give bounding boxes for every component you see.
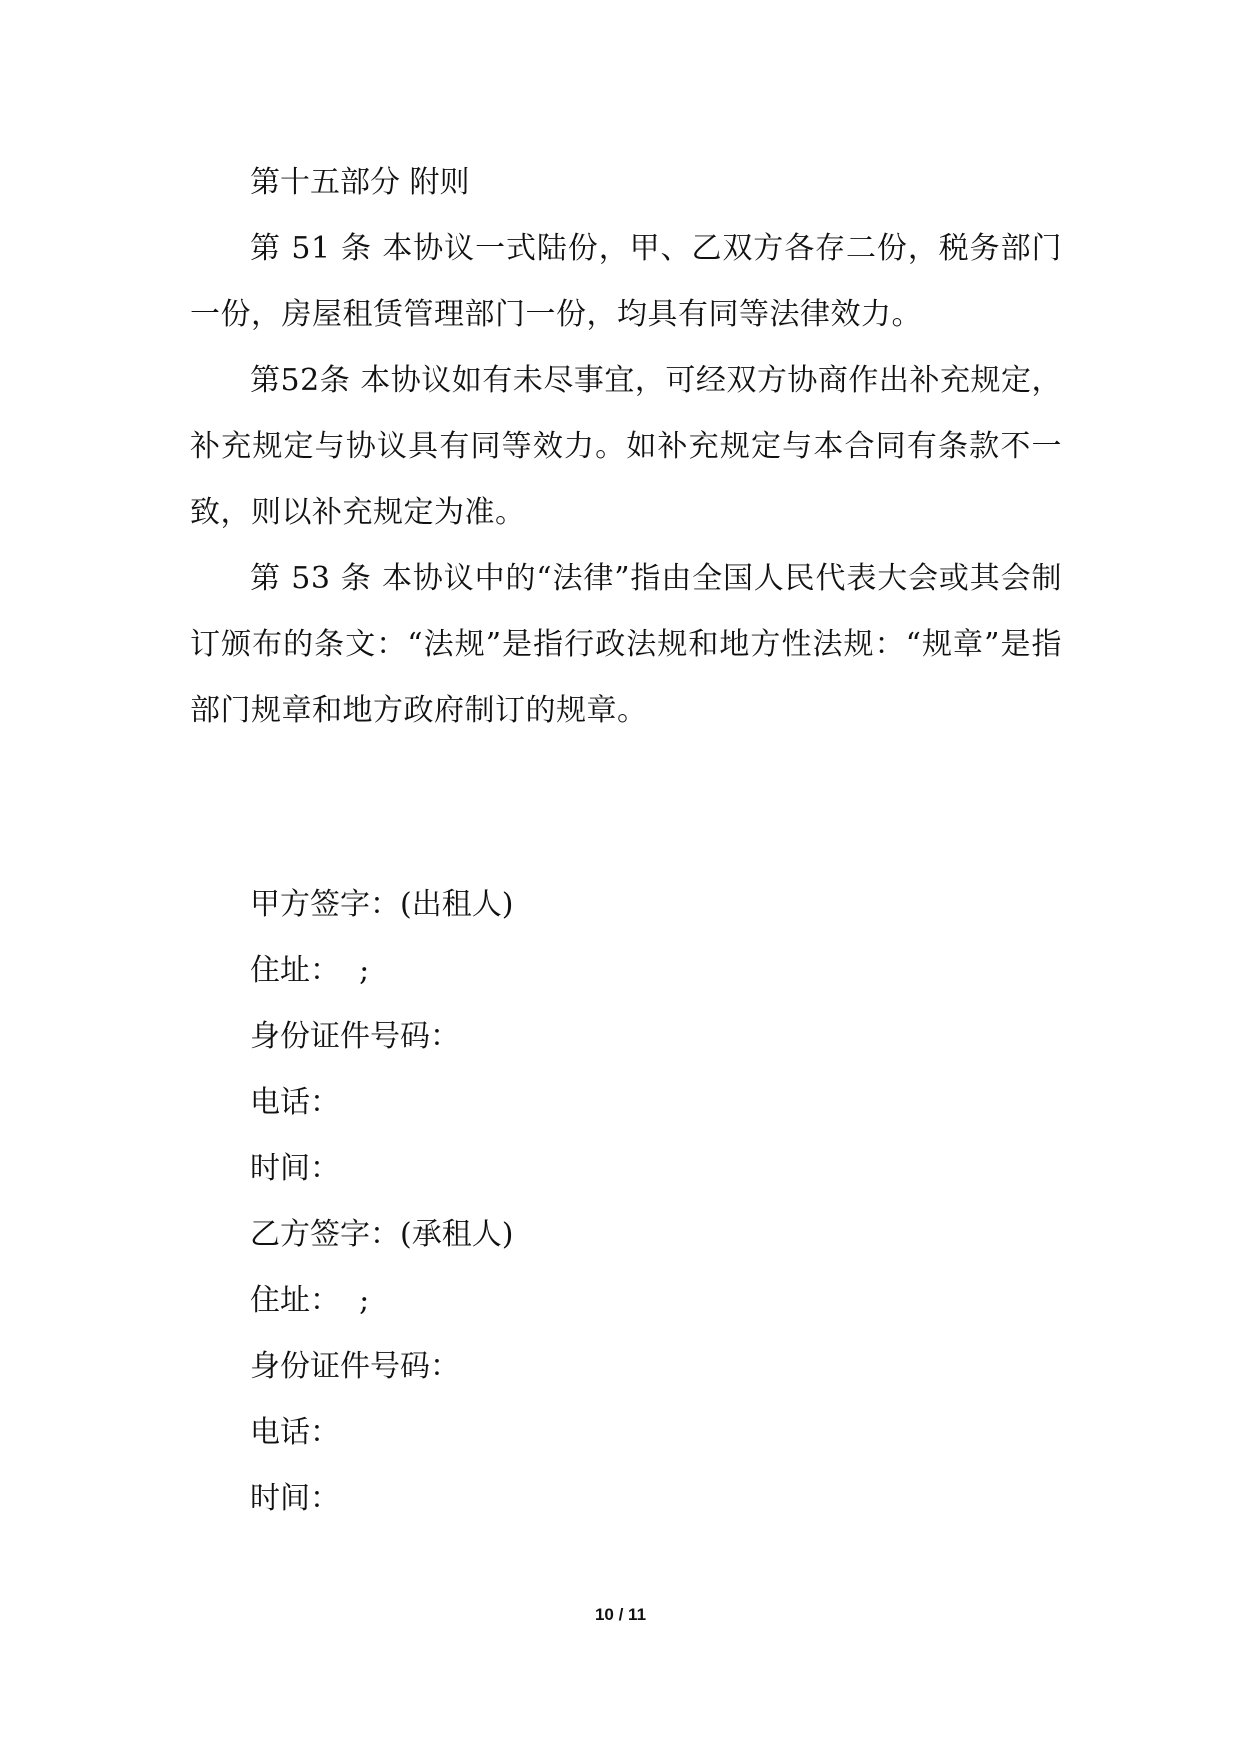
party-b-address: 住址： ;: [250, 1283, 370, 1318]
section-title: 第十五部分 附则: [250, 165, 470, 200]
party-a-address: 住址： ;: [250, 953, 370, 988]
party-a-phone: 电话：: [250, 1085, 340, 1120]
party-b-signature: 乙方签字：(承租人): [250, 1217, 514, 1252]
party-b-time: 时间：: [250, 1481, 340, 1516]
page-number: 10 / 11: [594, 1605, 647, 1624]
party-b-phone: 电话：: [250, 1415, 340, 1450]
article-51-text: 第 51 条 本协议一式陆份，甲、乙双方各存二份，税务部门一份，房屋租赁管理部门一份，均具有同等法律效力。: [190, 231, 1062, 332]
article-53-text: 第 53 条 本协议中的“法律”指由全国人民代表大会或其会制订颁布的条文：“法规”是指行政法规和地方性法规：“规章”是指部门规章和地方政府制订的规章。: [190, 561, 1062, 728]
party-a-id-number: 身份证件号码：: [250, 1019, 460, 1054]
article-52: [190, 348, 1062, 546]
party-a-time: 时间：: [250, 1151, 340, 1186]
article-52-text: 第52条 本协议如有未尽事宜，可经双方协商作出补充规定，补充规定与协议具有同等效力。如补充规定与本合同有条款不一致，则以补充规定为准。: [190, 363, 1062, 530]
party-a-signature: 甲方签字：(出租人): [250, 887, 514, 922]
article-53: [190, 546, 1062, 744]
article-51: [190, 216, 1062, 348]
party-b-id-number: 身份证件号码：: [250, 1349, 460, 1384]
